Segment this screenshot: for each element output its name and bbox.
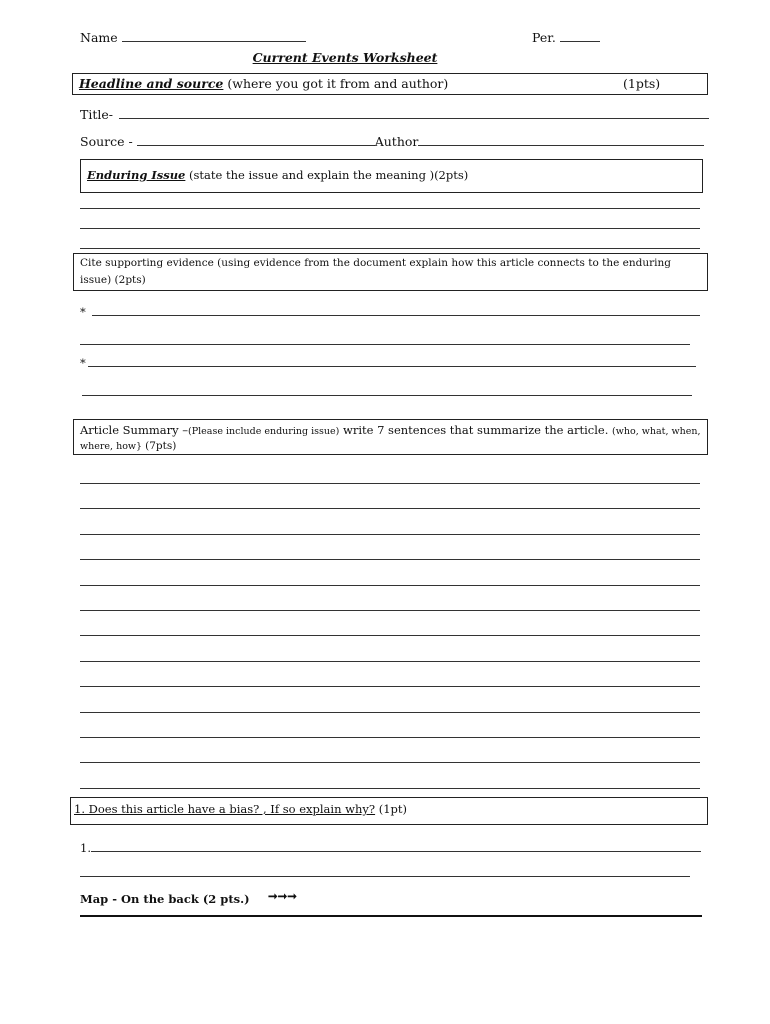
enduring-label: Enduring Issue: [87, 168, 186, 182]
summary-line2: where, how}: [80, 441, 143, 452]
arrow-icon: ➞➞➞: [268, 889, 297, 903]
summary-line[interactable]: [80, 508, 700, 509]
summary-label: Article Summary –: [80, 423, 189, 437]
summary-line[interactable]: [80, 635, 700, 636]
summary-desc: write 7 sentences that summarize the article.: [339, 423, 609, 437]
bias-points: (1pt): [378, 802, 408, 816]
evidence-field[interactable]: [88, 366, 696, 367]
evidence-line[interactable]: [80, 344, 690, 345]
summary-small-note: (Please include enduring issue): [188, 426, 340, 437]
bias-answer-line[interactable]: [80, 876, 690, 877]
name-row: [80, 30, 306, 45]
headline-label: Headline and source: [79, 76, 224, 91]
summary-line[interactable]: [80, 762, 700, 763]
headline-box: [72, 73, 708, 95]
evidence-box: [73, 253, 708, 291]
evidence-prompt-line1: Cite supporting evidence (using evidence from the document explain how this article connects to the enduring: [80, 257, 671, 269]
enduring-line[interactable]: [80, 228, 700, 229]
summary-points: (7pts): [145, 440, 177, 452]
summary-line[interactable]: [80, 610, 700, 611]
bullet-marker: *: [80, 305, 86, 319]
evidence-field[interactable]: [92, 315, 700, 316]
enduring-line[interactable]: [80, 248, 700, 249]
bias-answer-field[interactable]: [91, 851, 701, 852]
author-field[interactable]: [418, 145, 704, 146]
evidence-line[interactable]: [82, 395, 692, 396]
name-field[interactable]: [122, 41, 306, 42]
evidence-bullet-row: [80, 356, 696, 370]
author-label: Author: [374, 134, 419, 149]
headline-points: (1pts): [623, 76, 661, 91]
period-label: Per.: [532, 30, 556, 45]
summary-box: [73, 419, 708, 455]
title-label: Title-: [80, 107, 113, 122]
evidence-bullet-row: [80, 305, 700, 319]
page-title: Current Events Worksheet: [252, 50, 438, 65]
summary-small-note2: (who, what, when,: [612, 426, 701, 437]
source-row: [80, 134, 704, 149]
bias-answer-row: [80, 841, 701, 855]
bias-answer-label: 1.: [80, 841, 91, 855]
name-label: Name: [80, 30, 118, 45]
source-field[interactable]: [137, 145, 375, 146]
summary-line[interactable]: [80, 686, 700, 687]
summary-line[interactable]: [80, 483, 700, 484]
map-label: Map - On the back (2 pts.): [80, 892, 250, 906]
bullet-marker: *: [80, 356, 86, 370]
source-label: Source -: [80, 134, 133, 149]
summary-line[interactable]: [80, 737, 700, 738]
bias-question: 1. Does this article have a bias? , If so explain why?: [74, 802, 376, 816]
enduring-desc: (state the issue and explain the meaning )(2pts): [189, 168, 469, 182]
summary-line[interactable]: [80, 585, 700, 586]
bottom-rule: [80, 915, 702, 917]
summary-line[interactable]: [80, 712, 700, 713]
period-field[interactable]: [560, 41, 600, 42]
summary-line[interactable]: [80, 788, 700, 789]
period-row: [532, 30, 600, 45]
enduring-line[interactable]: [80, 208, 700, 209]
summary-line[interactable]: [80, 534, 700, 535]
headline-desc: (where you got it from and author): [227, 76, 449, 91]
summary-line[interactable]: [80, 559, 700, 560]
bias-box: [70, 797, 708, 825]
enduring-box: [80, 159, 703, 193]
title-row: [80, 107, 709, 122]
summary-line[interactable]: [80, 661, 700, 662]
evidence-prompt-line2: issue) (2pts): [80, 274, 146, 286]
title-field[interactable]: [119, 118, 709, 119]
